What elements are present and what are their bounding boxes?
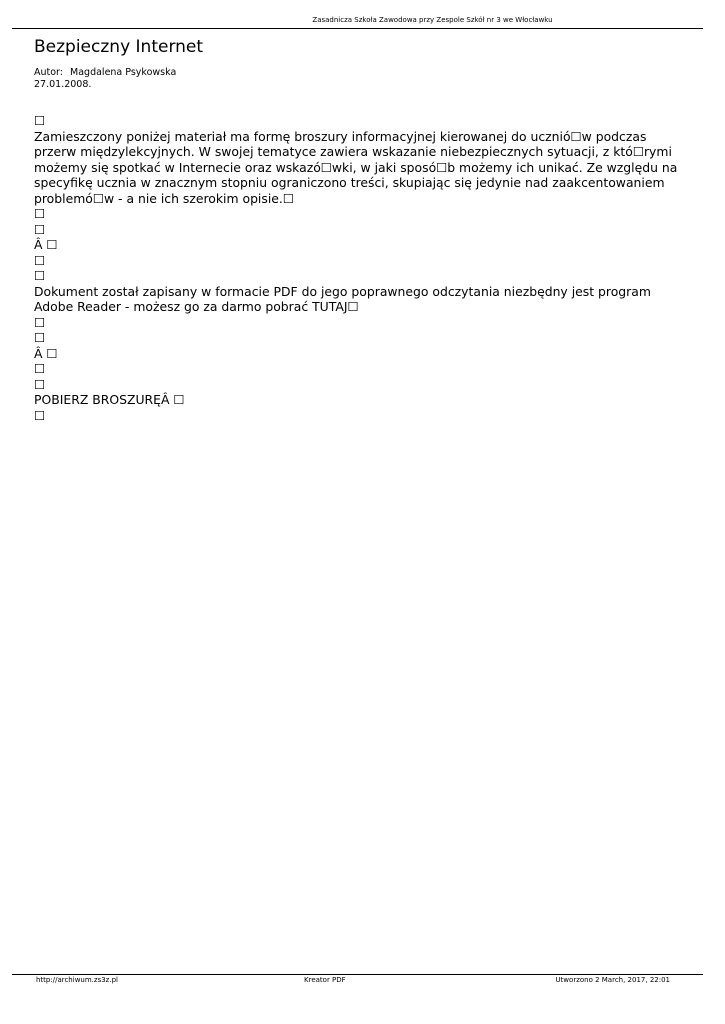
article-meta: [34, 67, 176, 91]
body-line: ☐: [34, 376, 46, 392]
article-date: 27.01.2008.: [34, 79, 92, 90]
body-line: ☐: [34, 361, 46, 376]
footer-rule: [12, 974, 703, 975]
footer-generator: Kreator PDF: [304, 976, 346, 984]
download-brochure-link[interactable]: POBIERZ BROSZURĘÂ ☐: [34, 392, 185, 407]
body-line: Â ☐: [34, 345, 58, 361]
author-name: Magdalena Psykowska: [70, 67, 177, 78]
footer-url[interactable]: http://archiwum.zs3z.pl: [36, 976, 118, 984]
body-line: ☐: [34, 314, 46, 330]
author-line: [34, 67, 176, 79]
body-line: ☐: [34, 268, 46, 283]
header-rule: [12, 28, 703, 29]
body-line: ☐: [34, 407, 46, 423]
body-line: ☐: [34, 221, 46, 237]
body-line: ☐: [34, 330, 46, 345]
body-line: ☐: [34, 206, 46, 221]
intro-paragraph: Zamieszczony poniżej materiał ma formę broszury informacyjnej kierowanej do ucznió☐w podczas przerw międzylekcyjnych. W swojej tematyce zawiera wskazanie niebezpiecznych sytuacji, z któ☐rymi możemy się spotkać w Internecie oraz wskazó☐wki, w jaki sposó☐b możemy ich unikać. Ze względu na specyfikę ucznia w znacznym stopniu ograniczono treści, skupiając się jedynie nad zaakcentowaniem problemó☐w - a nie ich szerokim opisie.☐: [34, 128, 678, 206]
author-label: Autor:: [34, 67, 63, 78]
page-footer: [12, 976, 703, 986]
body-line: Â ☐: [34, 237, 58, 252]
pdf-info-paragraph[interactable]: Dokument został zapisany w formacie PDF do jego poprawnego odczytania niezbędny jest program Adobe Reader - możesz go za darmo pobrać TUTAJ☐: [34, 283, 651, 314]
page-header-school: Zasadnicza Szkoła Zawodowa przy Zespole Szkół nr 3 we Włocławku: [312, 16, 553, 24]
article-title: Bezpieczny Internet: [34, 37, 204, 57]
article-body: [34, 113, 689, 423]
body-line: ☐: [34, 113, 46, 128]
footer-created-date: Utworzono 2 March, 2017, 22:01: [555, 976, 670, 984]
body-line: ☐: [34, 252, 46, 268]
